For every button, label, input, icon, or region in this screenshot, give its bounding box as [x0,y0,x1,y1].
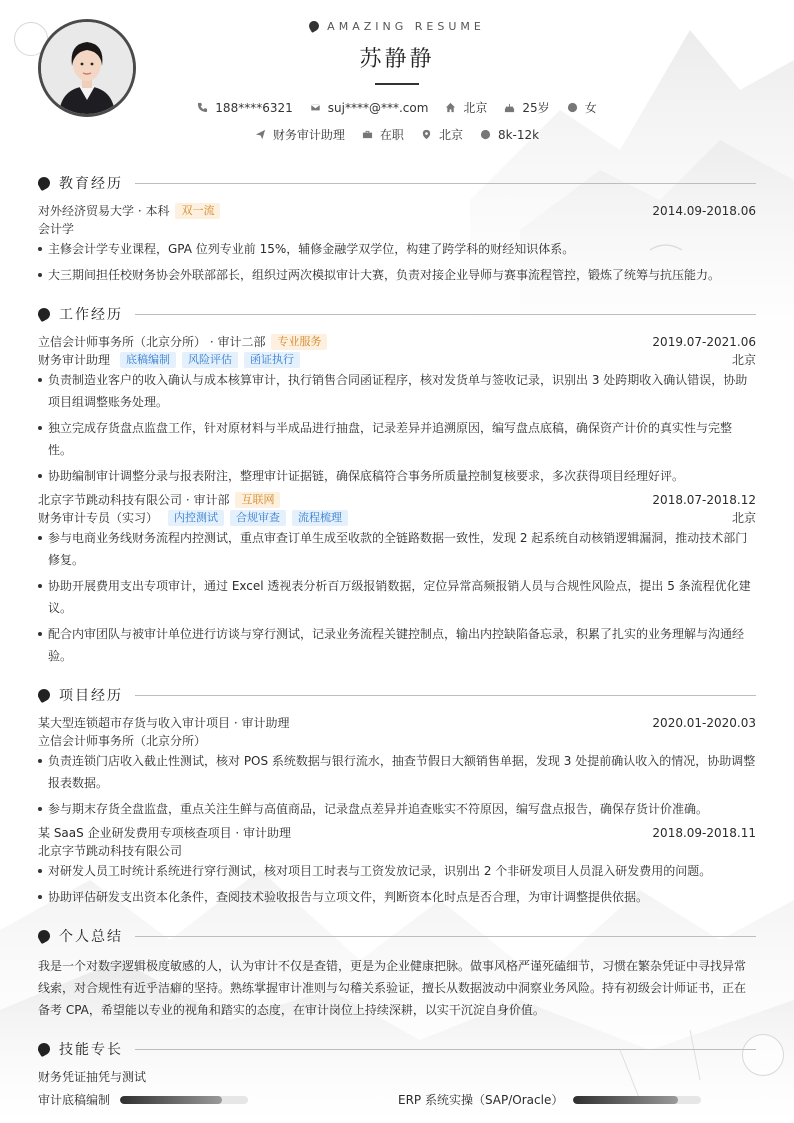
section-summary: 个人总结 [38,926,756,946]
work-city: 北京 [731,511,756,525]
phone-item: 188****6321 [197,99,292,116]
skill-tag: 合规审查 [230,510,286,526]
project-bullet: 对研发人员工时统计系统进行穿行测试，核对项目工时表与工资发放记录，识别出 2 个非研发项目人员混入研发费用的问题。 [38,860,756,882]
contact-row [0,99,794,116]
skill-tag: 底稿编制 [120,352,176,368]
work-city-item: 北京 [421,126,463,143]
project-org: 立信会计师事务所（北京分所） [38,734,207,748]
ink-drop-icon [36,928,52,944]
skill-bar [120,1096,248,1104]
job-role: 财务审计专员（实习） [38,511,159,525]
work-date: 2019.07-2021.06 [652,335,756,349]
project-title: 某 SaaS 企业研发费用专项核查项目 · 审计助理 [38,826,292,840]
job-intent-row [0,126,794,143]
skill-item [398,1091,701,1108]
work-bullet: 负责制造业客户的收入确认与成本核算审计，执行销售合同函证程序，核对发货单与签收记录，识别出 3 处跨期收入确认错误，协助 项目组调整账务处理。 [38,369,756,413]
work-header [38,334,756,350]
candidate-name: 苏静静 [359,47,435,72]
work-bullet: 协助编制审计调整分录与报表附注，整理审计证据链，确保底稿符合事务所质量控制复核要求，多次获得项目经理好评。 [38,465,756,487]
major: 会计学 [38,222,75,236]
work-role-row [38,352,756,368]
section-divider [135,936,756,937]
position-item: 财务审计助理 [255,126,345,143]
work-bullet: 参与电商业务线财务流程内控测试，重点审查订单生成至收款的全链路数据一致性，发现 2 起系统自动核销逻辑漏洞，推动技术部门 修复。 [38,527,756,571]
education-bullet: 主修会计学专业课程，GPA 位列专业前 15%，辅修金融学双学位，构建了跨学科的财经知识体系。 [38,238,756,260]
project-org-row [38,843,756,859]
school-tag: 双一流 [175,203,220,219]
salary-item: 8k-12k [480,126,539,143]
ink-drop-icon [36,175,52,191]
project-header [38,825,756,841]
home-icon [445,102,456,113]
skill-label: 审计底稿编制 [38,1093,111,1107]
skill-tag: 流程梳理 [292,510,348,526]
industry-tag: 专业服务 [271,334,327,350]
project-bullet: 参与期末存货全盘监盘，重点关注生鲜与高值商品，记录盘点差异并追查账实不符原因，编写盘点报告，确保存货计价准确。 [38,798,756,820]
section-divider [135,314,756,315]
mail-icon [310,102,321,113]
skill-bar-fill [120,1096,222,1104]
project-header [38,715,756,731]
company-name: 立信会计师事务所（北京分所） · 审计二部 [38,335,266,349]
company-name: 北京字节跳动科技有限公司 · 审计部 [38,493,230,507]
job-role: 财务审计助理 [38,353,111,367]
education-header [38,203,756,219]
project-title: 某大型连锁超市存货与收入审计项目 · 审计助理 [38,716,290,730]
skill-label: ERP 系统实操（SAP/Oracle） [398,1093,564,1107]
skills-heading-row [38,1069,756,1085]
work-city: 北京 [731,353,756,367]
project-date: 2018.09-2018.11 [652,826,756,840]
project-date: 2020.01-2020.03 [652,716,756,730]
section-skills: 技能专长 [38,1039,756,1059]
gender-item: 女 [567,99,597,116]
school-name: 对外经济贸易大学 · 本科 [38,204,170,218]
work-bullet: 协助开展费用支出专项审计，通过 Excel 透视表分析百万级报销数据，定位异常高频报销人员与合规性风险点，提出 5 条流程优化建 议。 [38,575,756,619]
section-divider [135,695,756,696]
education-date: 2014.09-2018.06 [652,204,756,218]
work-role-row [38,510,756,526]
phone-icon [197,102,208,113]
money-icon [480,129,491,140]
section-work: 工作经历 [38,304,756,324]
gender-icon [567,102,578,113]
section-divider [135,1049,756,1050]
project-bullet: 负责连锁门店收入截止性测试，核对 POS 系统数据与银行流水，抽查节假日大额销售单据，发现 3 处提前确认收入的情况，协助调整 报表数据。 [38,750,756,794]
briefcase-icon [362,129,373,140]
ink-drop-icon [307,19,321,33]
work-header [38,492,756,508]
skill-item [38,1091,248,1108]
cake-icon [504,102,515,113]
project-org: 北京字节跳动科技有限公司 [38,844,183,858]
section-projects: 项目经历 [38,685,756,705]
skill-bar [573,1096,701,1104]
city-item: 北京 [445,99,487,116]
ink-drop-icon [36,306,52,322]
resume-tagline: AMAZING RESUME [0,20,794,33]
summary-text: 我是一个对数字逻辑极度敏感的人，认为审计不仅是查错，更是为企业健康把脉。做事风格严谨死磕细节，习惯在繁杂凭证中寻找异常 线索，对合规性有近乎洁癖的坚持。熟练掌握审计准则与勾稽关系验证，擅长从数据波动中洞察业务风险。持有初级会计师证书，正在 备考 CPA，希望能以专业的视角和踏实的态度，在审计岗位上持续深耕，以实干沉淀自身价值。 [38,959,747,1017]
education-bullet: 大三期间担任校财务协会外联部部长，组织过两次模拟审计大赛，负责对接企业导师与赛事流程管控，锻炼了统筹与抗压能力。 [38,264,756,286]
work-bullet: 配合内审团队与被审计单位进行访谈与穿行测试，记录业务流程关键控制点，输出内控缺陷备忘录，积累了扎实的业务理解与沟通经 验。 [38,623,756,667]
location-pin-icon [421,129,432,140]
section-education: 教育经历 [38,173,756,193]
skill-tag: 函证执行 [244,352,300,368]
name-underline [375,83,419,85]
ink-drop-icon [36,687,52,703]
skill-bar-fill [573,1096,678,1104]
project-bullet: 协助评估研发支出资本化条件，查阅技术验收报告与立项文件，判断资本化时点是否合理，为审计调整提供依据。 [38,886,756,908]
project-org-row [38,733,756,749]
age-item: 25岁 [504,99,549,116]
section-divider [135,183,756,184]
skill-tag: 风险评估 [182,352,238,368]
education-major-row [38,221,756,237]
email-item: suj****@***.com [310,99,429,116]
skill-tag: 内控测试 [168,510,224,526]
status-item: 在职 [362,126,404,143]
skills-heading: 财务凭证抽凭与测试 [38,1070,147,1084]
send-icon [255,129,266,140]
work-date: 2018.07-2018.12 [652,493,756,507]
ink-drop-icon [36,1041,52,1057]
industry-tag: 互联网 [235,492,280,508]
work-bullet: 独立完成存货盘点监盘工作，针对原材料与半成品进行抽盘，记录差异并追溯原因，编写盘点底稿，确保资产计价的真实性与完整 性。 [38,417,756,461]
